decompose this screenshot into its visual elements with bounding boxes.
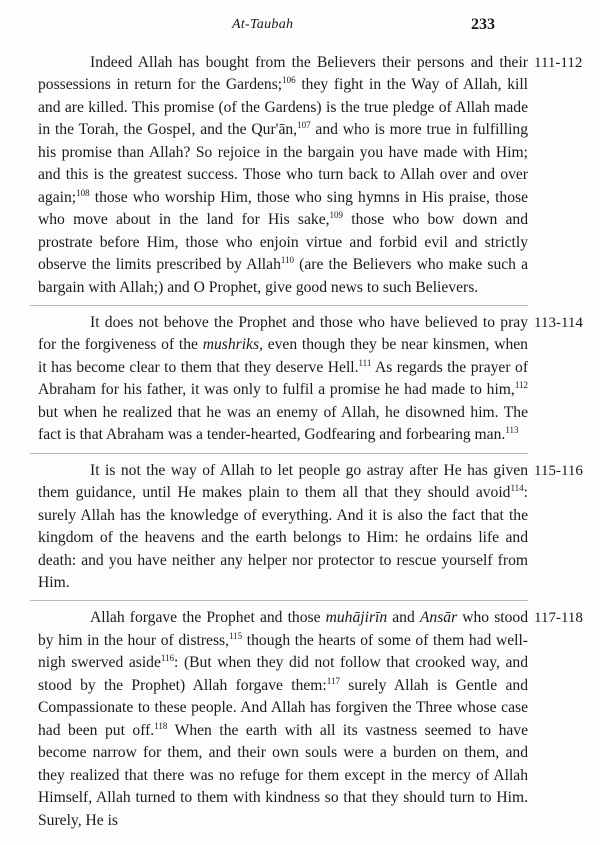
text-run: : surely Allah has the knowledge of everything. And it is also the fact that the kingdom of the heavens and the earth belongs to Him: he ordains life and death: and you have neither any helper nor protector to rescue yourself from Him. [38, 484, 528, 591]
text-run: As regards the prayer of Abraham for his father, it was only to fulfil a promise he had made to him, [38, 358, 529, 399]
section-divider [30, 305, 528, 306]
footnote-ref[interactable]: 114 [510, 483, 524, 494]
text-run: who stood by him in the hour of distress, [38, 609, 528, 649]
section-divider [30, 453, 528, 454]
section-divider [30, 600, 528, 601]
footnote-ref[interactable]: 110 [280, 255, 295, 266]
text-run: (are the Believers who make such a bargain with Allah;) and O Prophet, give good news to such Believers. [38, 256, 528, 296]
text-run: surely Allah is Gentle and Compassionate to these people. And Allah has forgiven the Three whose case had been put off. [38, 676, 528, 739]
italic-term: Ansār [419, 609, 458, 627]
passage-text [38, 607, 528, 832]
footnote-ref[interactable]: 106 [282, 75, 296, 86]
text-run: but when he realized that he was an enemy of Allah, he disowned him. The fact is that Abraham was a tender-hearted, Godfearing and forbearing man. [38, 403, 528, 444]
text-run: Allah forgave the Prophet and those [90, 609, 326, 627]
text-run: they fight in the Way of Allah, kill and are killed. This promise (of the Gardens) is the true pledge of Allah made in the Torah, the Gospel, and the Qur'ān, [38, 76, 528, 139]
footnote-ref[interactable]: 116 [160, 653, 175, 664]
footnote-ref[interactable]: 115 [229, 630, 243, 641]
footnote-ref[interactable]: 111 [358, 357, 372, 368]
passage-text [38, 52, 528, 299]
text-run: those who bow down and prostrate before Him, those who enjoin virtue and forbid evil and strictly observe the limits prescribed by Allah [38, 211, 528, 274]
body-text [38, 52, 583, 832]
text-run: Indeed Allah has bought from the Believers their persons and their possessions in return for the Gardens; [38, 54, 528, 94]
passage-111-112 [38, 52, 583, 306]
running-title: At-Taubah [232, 17, 294, 32]
page-number: 233 [471, 16, 495, 33]
text-run: It is not the way of Allah to let people go astray after He has given them guidance, until He makes plain to them all that they should avoid [38, 461, 528, 502]
text-run: even though they be near kinsmen, when it has become clear to them that they deserve Hell. [38, 336, 528, 376]
footnote-ref[interactable]: 118 [154, 720, 168, 731]
passage-text [38, 460, 528, 595]
footnote-ref[interactable]: 112 [514, 380, 528, 391]
page-header [0, 14, 600, 38]
text-run: and who is more true in fulfilling his promise than Allah? So rejoice in the bargain you have made with Him; and this is the greatest success. Those who turn back to Allah over and over again; [38, 121, 528, 206]
verse-reference: 113-114 [534, 314, 583, 331]
footnote-ref[interactable]: 108 [76, 187, 90, 198]
text-run: those who worship Him, those who sing hymns in His praise, those who move about in the land for His sake, [38, 188, 528, 229]
text-run: and [387, 609, 420, 627]
verse-reference: 111-112 [534, 55, 583, 71]
passage-117-118 [38, 607, 583, 832]
passage-text [38, 312, 528, 447]
verse-reference: 117-118 [534, 610, 583, 627]
italic-term: muhājirīn [325, 609, 388, 627]
footnote-ref[interactable]: 109 [329, 210, 344, 221]
passage-113-114 [38, 312, 583, 454]
footnote-ref[interactable]: 113 [505, 425, 519, 436]
text-run: : (But when they did not follow that crooked way, and stood by the Prophet) Allah forgave them: [38, 654, 528, 694]
footnote-ref[interactable]: 117 [326, 675, 340, 686]
text-run: though the hearts of some of them had well-nigh swerved aside [38, 631, 528, 672]
passage-115-116 [38, 460, 583, 602]
italic-term: mushriks, [202, 336, 263, 354]
verse-reference: 115-116 [534, 462, 583, 479]
text-run: It does not behove the Prophet and those who have believed to pray for the forgiveness of the [38, 313, 528, 354]
text-run: When the earth with all its vastness seemed to have become narrow for them, and their own souls were a burden on them, and they realized that there was no refuge for them except in the mercy of Allah Himself, Allah turned to them with kindness so that they should turn to Him. Surely, He is [38, 721, 528, 829]
footnote-ref[interactable]: 107 [297, 120, 311, 131]
